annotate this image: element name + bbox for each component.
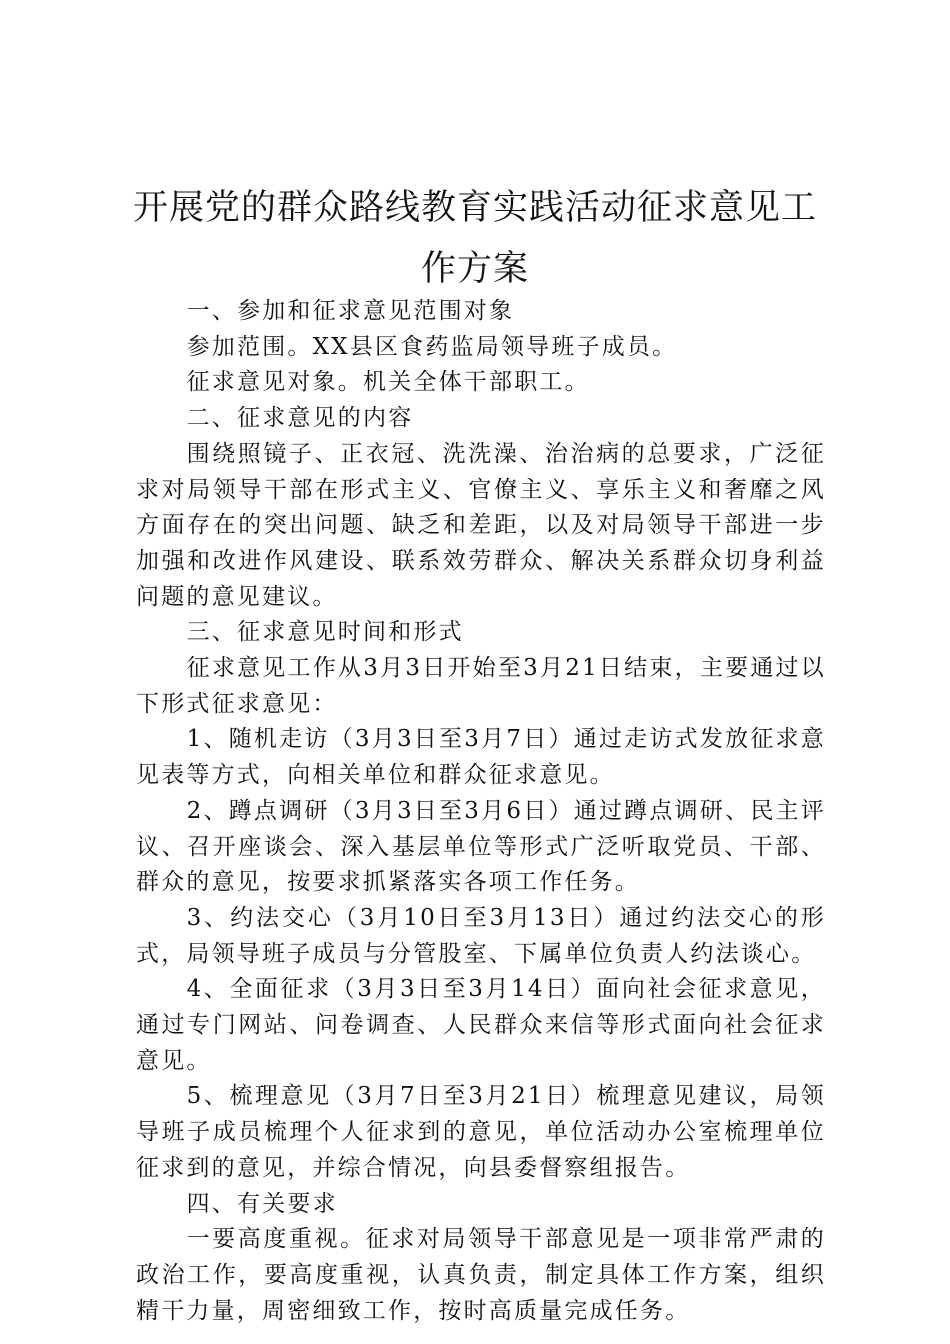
list-item: 3、约法交心（3月10日至3月13日）通过约法交心的形式，局领导班子成员与分管股室、下属单位负责人约法谈心。 (136, 904, 826, 967)
section-heading-4: 四、有关要求 (186, 1190, 338, 1217)
paragraph: 征求意见工作从3月3日开始至3月21日结束，主要通过以下形式征求意见： (136, 655, 826, 717)
paragraph: 参加范围。XX县区食药监局领导班子成员。 (186, 333, 678, 360)
paragraph: 征求意见对象。机关全体干部职工。 (186, 369, 590, 396)
section-heading-2: 二、征求意见的内容 (186, 405, 414, 432)
document-title: 开展党的群众路线教育实践活动征求意见工作方案 (132, 188, 817, 289)
list-item: 1、随机走访（3月3日至3月7日）通过走访式发放征求意见表等方式，向相关单位和群众征求意见。 (136, 726, 826, 789)
paragraph: 围绕照镜子、正衣冠、洗洗澡、治治病的总要求，广泛征求对局领导干部在形式主义、官僚主义、享乐主义和奢靡之风方面存在的突出问题、缺乏和差距，以及对局领导干部进一步加强和改进作风建设、联系效劳群众、解决关系群众切身利益问题的意见建议。 (136, 440, 826, 610)
list-item: 4、全面征求（3月3日至3月14日）面向社会征求意见，通过专门网站、问卷调查、人民群众来信等形式面向社会征求意见。 (136, 976, 826, 1074)
section-heading-1: 一、参加和征求意见范围对象 (186, 298, 515, 324)
paragraph: 一要高度重视。征求对局领导干部意见是一项非常严肃的政治工作，要高度重视，认真负责，制定具体工作方案，组织精干力量，周密细致工作，按时高质量完成任务。 (136, 1226, 826, 1324)
list-item: 5、梳理意见（3月7日至3月21日）梳理意见建议，局领导班子成员梳理个人征求到的意见，单位活动办公室梳理单位征求到的意见，并综合情况，向县委督察组报告。 (136, 1083, 826, 1181)
document-body (136, 294, 826, 1329)
list-item: 2、蹲点调研（3月3日至3月6日）通过蹲点调研、民主评议、召开座谈会、深入基层单位等形式广泛听取党员、干部、群众的意见，按要求抓紧落实各项工作任务。 (136, 797, 826, 896)
section-heading-3: 三、征求意见时间和形式 (186, 619, 464, 646)
